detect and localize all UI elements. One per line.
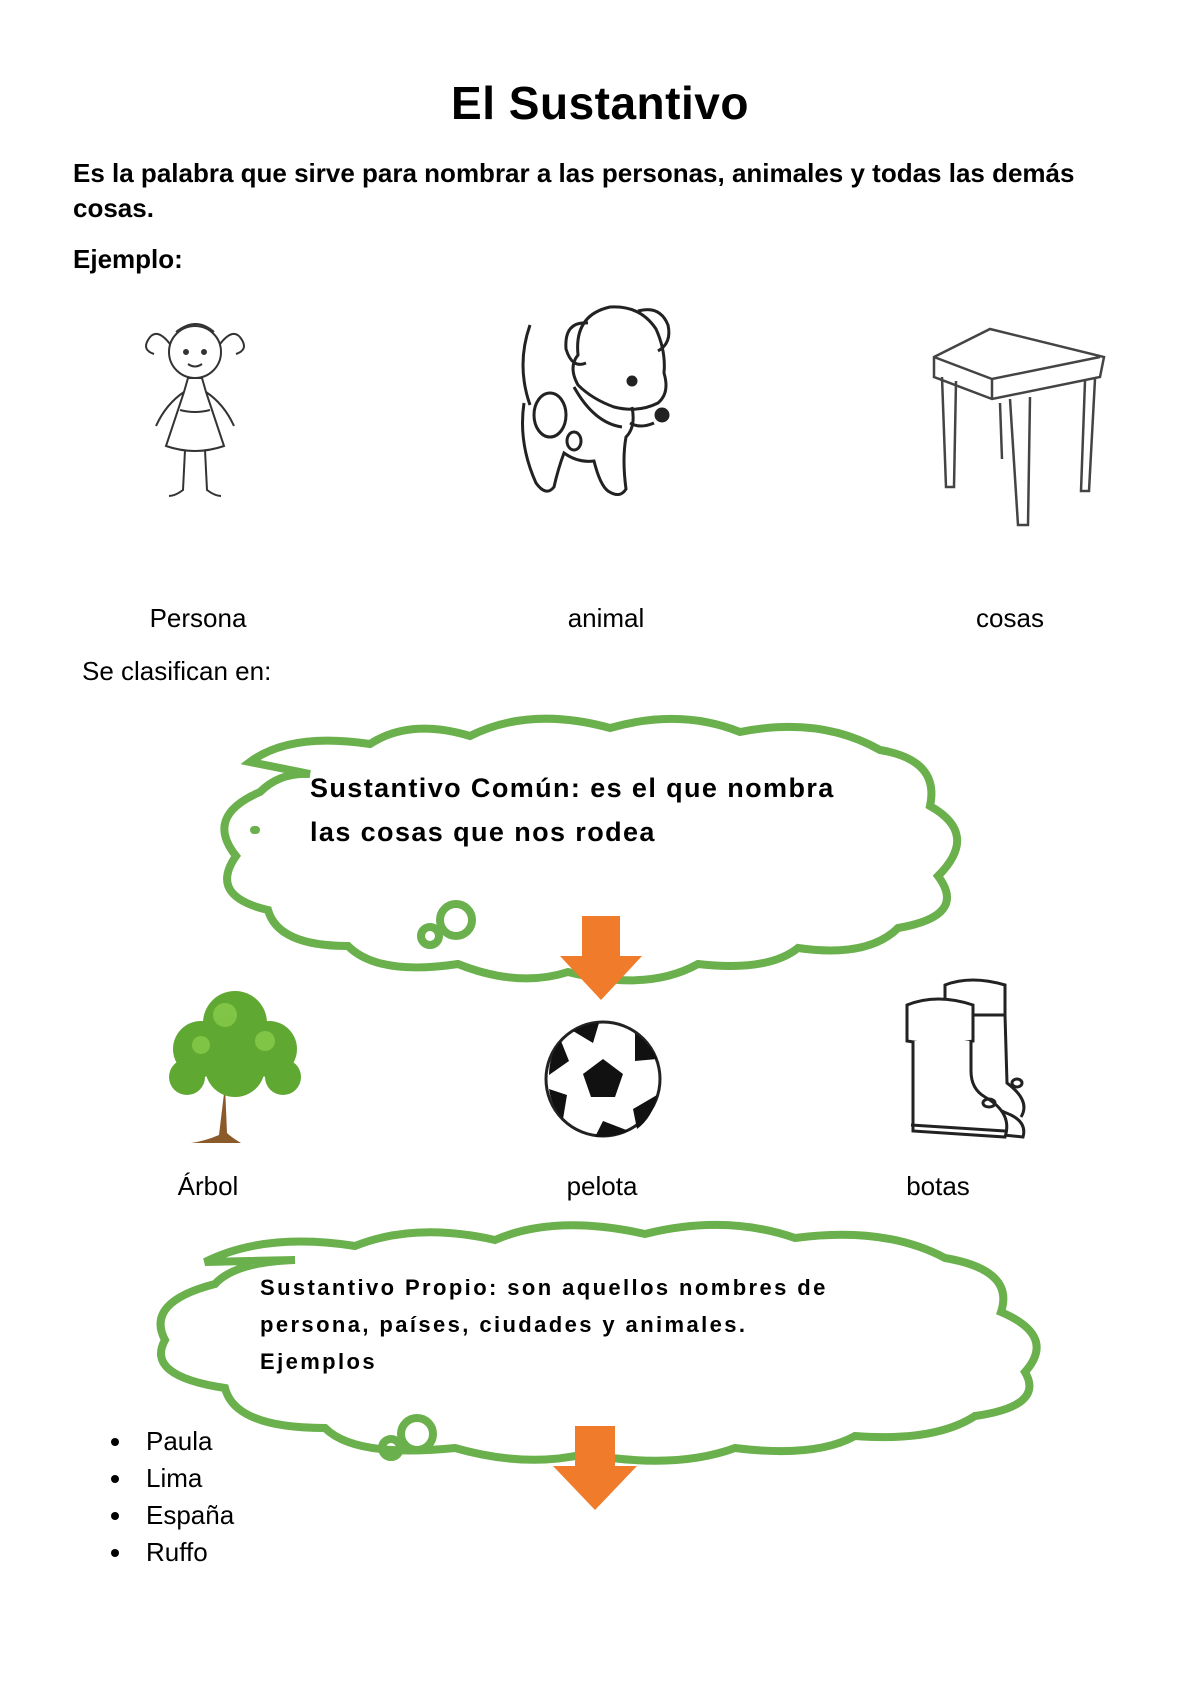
arrow-down-icon <box>553 1426 637 1510</box>
soccer-ball-icon <box>543 1019 663 1139</box>
classify-label: Se clasifican en: <box>82 656 272 686</box>
arrow-down-icon <box>560 916 642 1000</box>
tree-icon <box>165 985 305 1147</box>
common-caption-botas: botas <box>906 1171 970 1201</box>
common-caption-arbol: Árbol <box>177 1171 239 1201</box>
boots-drawing-icon <box>903 975 1043 1145</box>
proper-noun-line1: Sustantivo Propio: son aquellos nombres de <box>260 1275 828 1300</box>
stool-drawing-icon <box>930 325 1110 525</box>
common-caption-pelota: pelota <box>566 1171 638 1201</box>
proper-noun-definition <box>260 1269 900 1380</box>
definition-text: Es la palabra que sirve para nombrar a las personas, animales y todas las demás cosas. <box>73 158 1075 223</box>
example-caption-animal: animal <box>567 603 645 633</box>
example-label: Ejemplo: <box>73 244 183 274</box>
list-item: Ruffo <box>108 1534 234 1571</box>
girl-drawing-icon <box>130 310 260 510</box>
proper-noun-line3: Ejemplos <box>260 1349 378 1374</box>
dog-drawing-icon <box>510 305 675 515</box>
list-item: Lima <box>108 1460 234 1497</box>
example-caption-cosas: cosas <box>976 603 1044 633</box>
example-caption-persona: Persona <box>149 603 247 633</box>
common-noun-definition: Sustantivo Común: es el que nombra las cosas que nos rodea <box>310 773 835 847</box>
list-item: España <box>108 1497 234 1534</box>
proper-noun-line2: persona, países, ciudades y animales. <box>260 1312 748 1337</box>
page-title: El Sustantivo <box>451 77 749 129</box>
proper-noun-examples-list <box>108 1423 234 1571</box>
list-item: Paula <box>108 1423 234 1460</box>
